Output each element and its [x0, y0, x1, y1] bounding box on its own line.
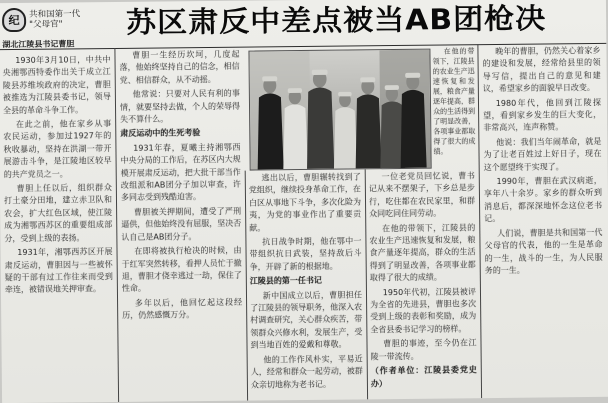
- text-column-2: [119, 49, 243, 400]
- paragraph: 1950年代初，江陵县被评为全省的先进县，曹胆也多次受到上级的表彰和奖励，成为全省县委书记学习的榜样。: [370, 286, 477, 335]
- paragraph: 在他的带领下，江陵县的农业生产迅速恢复和发展，粮食产量逐年提高，群众的生活得到了明显改善，各项事业都取得了很大的成绩。: [432, 47, 476, 156]
- text-column-5: [482, 45, 604, 396]
- paragraph: 一位老党员回忆说，曹书记从来不摆架子，下乡总是步行，吃住都在农民家里，和群众同吃同住同劳动。: [368, 171, 476, 219]
- kicker-line-2: "父母官": [29, 19, 63, 30]
- paragraph: 在他的带领下，江陵县的农业生产迅速恢复和发展，粮食产量逐年提高，群众的生活得到了明显改善，各项事业都取得了很大的成绩。: [369, 222, 476, 283]
- headline: 苏区肃反中差点被当AB团枪决: [125, 2, 547, 41]
- kicker-text: [29, 9, 80, 30]
- text-column-1: [2, 54, 114, 401]
- paragraph: 抗日战争时期，他在鄂中一带组织抗日武装，坚持敌后斗争，开辟了新的根据地。: [249, 236, 362, 272]
- column-divider: [365, 169, 368, 399]
- paragraph: 他常说：只要对人民有利的事情，就要坚持去做，个人的荣辱得失不算什么。: [119, 88, 241, 124]
- paragraph: 逃出以后，曹胆辗转找到了党组织，继续投身革命工作，在白区从事地下斗争，多次化险为夷，为党的事业作出了重要贡献。: [248, 172, 362, 233]
- photo-side-text: [432, 46, 475, 166]
- column-divider: [477, 44, 482, 398]
- column-logo: 纪: [2, 8, 26, 32]
- paragraph: 在此之前，他在家乡从事农民运动，参加过1927年的秋收暴动，坚持在洪湖一带开展游击斗争，是江陵地区较早的共产党员之一。: [3, 119, 112, 179]
- paragraph: 人们说，曹胆是共和国第一代父母官的代表，他的一生是革命的一生，战斗的一生，为人民服务的一生。: [484, 227, 603, 276]
- paragraph: 晚年的曹胆，仍然关心着家乡的建设和发展，经常给县里的领导写信，提出自己的意见和建议，希望家乡的面貌早日改变。: [482, 45, 601, 94]
- column-divider: [114, 48, 119, 402]
- kicker: [2, 6, 107, 33]
- paragraph: 曹胆一生经历坎坷，几度起落，他始终坚持自己的信念，相信党、相信群众，从不动摇。: [119, 49, 240, 85]
- paragraph: 他说：我们当年闹革命，就是为了让老百姓过上好日子，现在这个愿望终于实现了。: [483, 136, 602, 172]
- historical-group-photo: [248, 49, 431, 171]
- paragraph: 曹胆被关押期间，遭受了严刑逼供，但他始终没有屈服，坚决否认自己是AB团分子。: [121, 206, 242, 242]
- paragraph: 曹胆的事迹，至今仍在江陵一带流传。: [370, 338, 477, 361]
- text-column-3: [249, 171, 363, 398]
- paragraph: 多年以后，他回忆起这段经历，仍然感慨万分。: [122, 297, 243, 321]
- paragraph: 新中国成立以后，曹胆担任了江陵县的领导职务，他深入农村调查研究，关心群众疾苦，带领群众兴修水利，发展生产，受到当地百姓的爱戴和尊敬。: [250, 290, 363, 350]
- text-column-4: [369, 170, 477, 397]
- photo-image: [249, 50, 430, 170]
- paragraph: 1931年春，夏曦主持湘鄂西中央分局的工作后，在苏区内大规模开展肃反运动，把大批干部当作改组派和AB团分子加以审查，许多同志受到残酷迫害。: [120, 142, 241, 203]
- article-footer: （作者单位：江陵县委党史办）: [370, 365, 477, 388]
- paragraph: 他的工作作风朴实，平易近人，经常和群众一起劳动，被群众亲切地称为老书记。: [250, 354, 363, 390]
- paragraph: 1930年3月10日，中共中央湘鄂西特委作出关于成立江陵县苏维埃政府的决定，曹胆被推选为江陵县委书记，领导全县的革命斗争工作。: [2, 55, 111, 115]
- paragraph: 1980年代，他回到江陵探望，看到家乡发生的巨大变化，非常高兴，连声称赞。: [483, 97, 602, 133]
- kicker-line-1: 共和国第一代: [28, 9, 81, 20]
- article-subtitle: 湖北江陵县书记曹胆: [2, 39, 75, 50]
- column-divider: [245, 171, 248, 401]
- paragraph: 1931年，湘鄂西苏区开展肃反运动，曹胆因与一些被怀疑的干部有过工作往来而受到牵连，被错误地关押审查。: [4, 247, 113, 295]
- section-subhead: 肃反运动中的生死考验: [120, 128, 201, 139]
- paragraph: 曹胆上任以后，组织群众打土豪分田地，建立赤卫队和农会，扩大红色区域，使江陵成为湘鄂西苏区的重要组成部分，受到上级的表扬。: [3, 183, 113, 243]
- section-subhead: 江陵县的第一任书记: [249, 276, 322, 286]
- paragraph: 1990年，曹胆在武汉病逝，享年八十余岁。家乡的群众听到消息后，都深深地怀念这位老书记。: [483, 175, 603, 224]
- paragraph: 在即将被执行枪决的时候，由于红军突然转移，看押人员忙于撤退，曹胆才侥幸逃过一劫，保住了性命。: [121, 245, 242, 294]
